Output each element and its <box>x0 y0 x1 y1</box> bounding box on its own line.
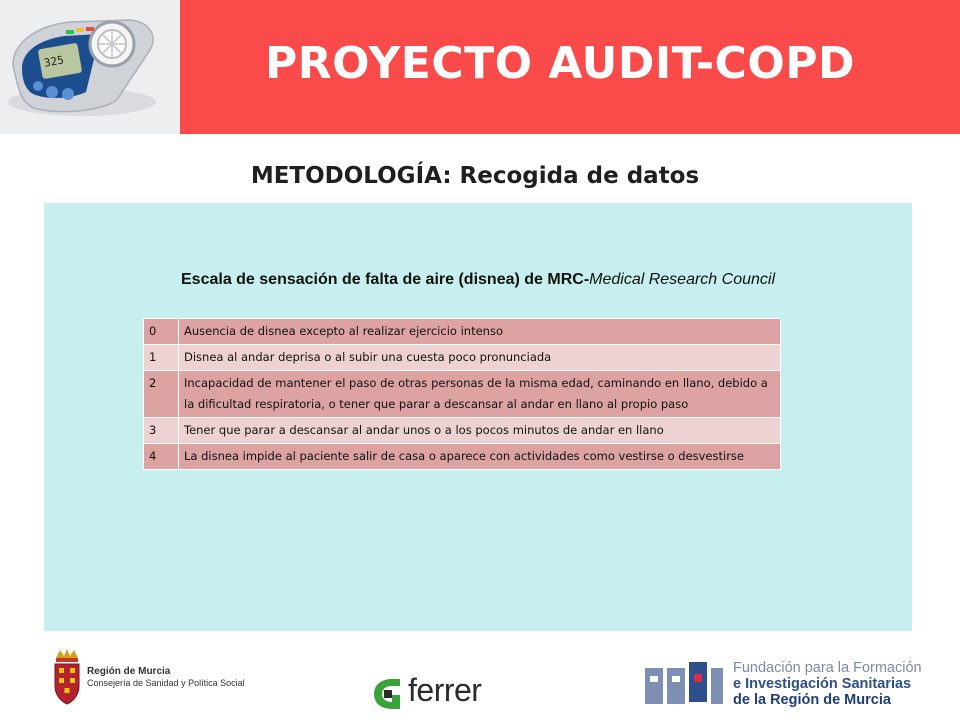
table-row <box>144 319 781 345</box>
region-name: Región de Murcia <box>87 666 171 677</box>
description-cell: Ausencia de disnea excepto al realizar ejercicio intenso <box>179 319 781 345</box>
grade-cell: 3 <box>144 418 179 444</box>
ferrer-logo <box>370 672 490 712</box>
spirometer-device-icon <box>0 0 180 134</box>
table-row <box>144 418 781 444</box>
table-row <box>144 345 781 371</box>
ffis-line-3: de la Región de Murcia <box>733 692 891 708</box>
region-murcia-logo <box>50 648 250 708</box>
table-row <box>144 371 781 418</box>
region-department: Consejería de Sanidad y Política Social <box>87 678 245 688</box>
grade-cell: 4 <box>144 444 179 470</box>
content-panel <box>44 203 912 631</box>
description-cell: La disnea impide al paciente salir de casa o aparece con actividades como vestirse o desvestirse <box>179 444 781 470</box>
spirometer-device-image <box>0 0 180 134</box>
table-row <box>144 444 781 470</box>
page-title: PROYECTO AUDIT-COPD <box>264 38 855 89</box>
ffis-line-1: Fundación para la Formación <box>733 660 922 676</box>
grade-cell: 0 <box>144 319 179 345</box>
mrc-dyspnea-table <box>143 318 781 470</box>
coat-of-arms-icon <box>50 648 84 706</box>
ffis-logo <box>645 658 945 714</box>
section-subtitle: METODOLOGÍA: Recogida de datos <box>250 163 700 189</box>
scale-title-main: Escala de sensación de falta de aire (disnea) de MRC- <box>181 271 590 288</box>
svg-text:325: 325 <box>43 53 65 70</box>
description-cell: Incapacidad de mantener el paso de otras personas de la misma edad, caminando en llano, debido a la dificultad respiratoria, o tener que parar a descansar al andar en llano al propio paso <box>179 371 781 418</box>
title-banner <box>180 0 960 134</box>
ferrer-wordmark: ferrer <box>408 672 482 708</box>
scale-title <box>44 271 912 289</box>
grade-cell: 2 <box>144 371 179 418</box>
grade-cell: 1 <box>144 345 179 371</box>
ffis-symbol-icon <box>645 662 727 710</box>
description-cell: Disnea al andar deprisa o al subir una cuesta poco pronunciada <box>179 345 781 371</box>
description-cell: Tener que parar a descansar al andar unos o a los pocos minutos de andar en llano <box>179 418 781 444</box>
ferrer-symbol-icon <box>370 676 404 712</box>
ffis-line-2: e Investigación Sanitarias <box>733 676 912 692</box>
scale-title-org: Medical Research Council <box>589 271 775 288</box>
